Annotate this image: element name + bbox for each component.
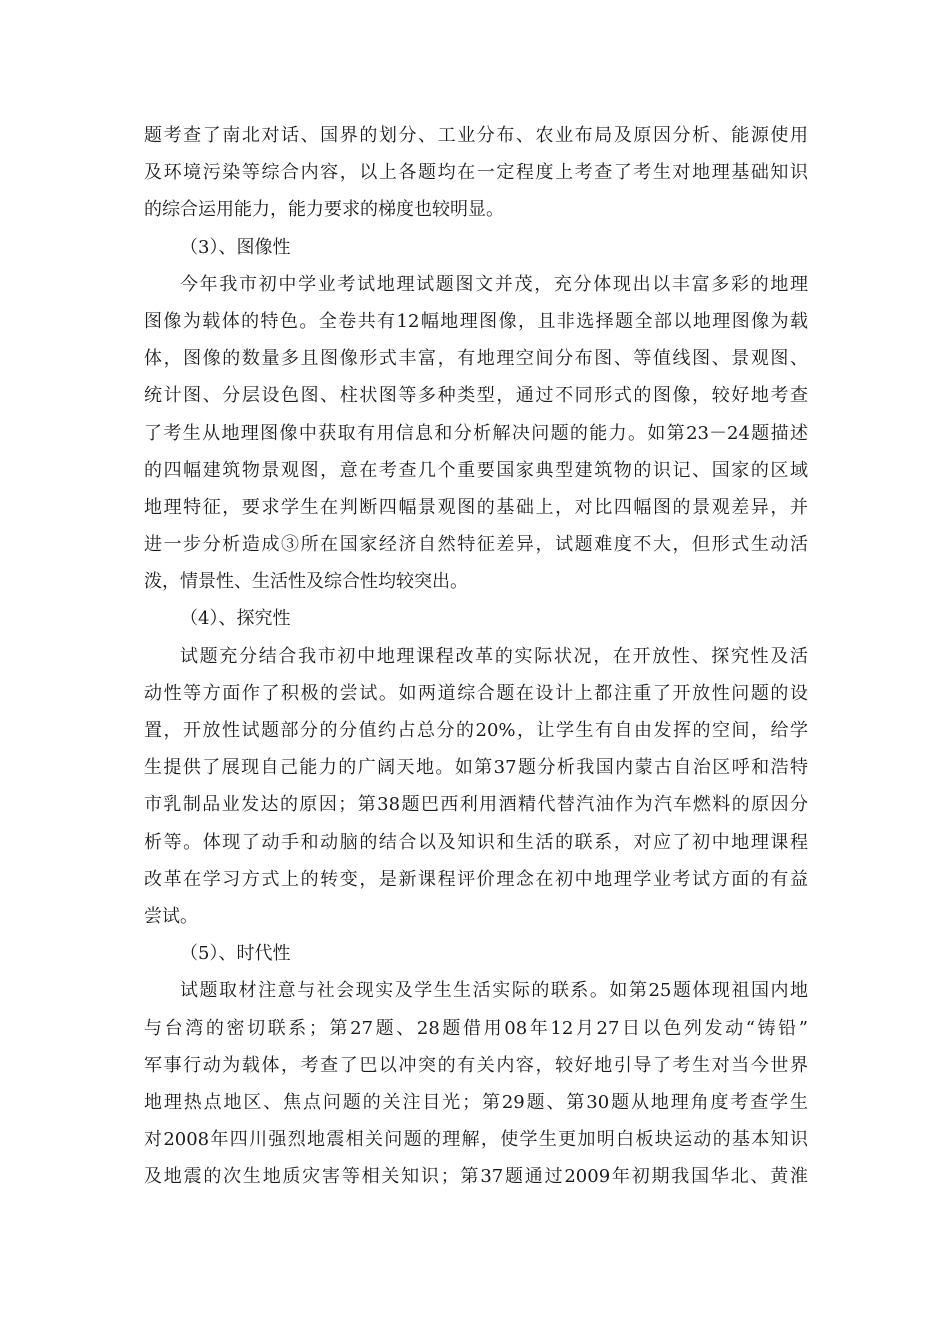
text-line: 及地震的次生地质灾害等相关知识；第37题通过2009年初期我国华北、黄淮 [144,1166,808,1188]
text-line: 泼，情景性、生活性及综合性均较突出。 [144,571,468,593]
text-line: 置，开放性试题部分的分值约占总分的20%，让学生有自由发挥的空间，给学 [144,720,808,741]
text-line: 生提供了展现自己能力的广阔天地。如第37题分析我国内蒙古自治区呼和浩特 [144,757,808,779]
text-line: 析等。体现了动手和动脑的结合以及知识和生活的联系，对应了初中地理课程 [144,831,808,853]
text-line: 改革在学习方式上的转变，是新课程评价理念在初中地理学业考试方面的有益 [144,868,808,890]
section-heading-contemporary: （5）、时代性 [180,943,291,965]
text-line: 今年我市初中学业考试地理试题图文并茂，充分体现出以丰富多彩的地理 [180,273,808,295]
text-line: 市乳制品业发达的原因；第38题巴西利用酒精代替汽油作为汽车燃料的原因分 [144,794,808,816]
section-heading-image: （3）、图像性 [180,236,291,258]
text-line: 进一步分析造成③所在国家经济自然特征差异，试题难度不大，但形式生动活 [144,534,808,556]
text-line: 体，图像的数量多且图像形式丰富，有地理空间分布图、等值线图、景观图、 [144,348,808,370]
text-line: 对2008年四川强烈地震相关问题的理解，使学生更加明白板块运动的基本知识 [144,1129,808,1151]
text-line: 动性等方面作了积极的尝试。如两道综合题在设计上都注重了开放性问题的设 [144,682,808,704]
text-line: 题考查了南北对话、国界的划分、工业分布、农业布局及原因分析、能源使用 [144,125,808,146]
text-line: 试题取材注意与社会现实及学生生活实际的联系。如第25题体现祖国内地 [180,980,808,1002]
text-line: 尝试。 [144,905,198,927]
text-line: 与台湾的密切联系；第27题、28题借用08年12月27日以色列发动“铸铅” [144,1017,808,1039]
text-line: 的四幅建筑物景观图，意在考查几个重要国家典型建筑物的识记、国家的区域 [144,459,808,481]
text-line: 军事行动为载体，考查了巴以冲突的有关内容，较好地引导了考生对当今世界 [144,1054,808,1076]
text-line: 地理特征，要求学生在判断四幅景观图的基础上，对比四幅图的景观差异，并 [144,496,808,518]
text-line: 图像为载体的特色。全卷共有12幅地理图像，且非选择题全部以地理图像为载 [144,310,808,332]
document-body [144,117,808,1195]
text-line: 统计图、分层设色图、柱状图等多种类型，通过不同形式的图像，较好地考查 [144,385,808,407]
text-line: 试题充分结合我市初中地理课程改革的实际状况，在开放性、探究性及活 [180,645,808,667]
section-heading-inquiry: （4）、探究性 [180,608,291,630]
text-line: 的综合运用能力，能力要求的梯度也较明显。 [144,199,504,221]
text-line: 了考生从地理图像中获取有用信息和分析解决问题的能力。如第23－24题描述 [144,422,808,444]
text-line: 地理热点地区、焦点问题的关注目光；第29题、第30题从地理角度考查学生 [144,1091,808,1113]
text-line: 及环境污染等综合内容，以上各题均在一定程度上考查了考生对地理基础知识 [144,162,808,184]
